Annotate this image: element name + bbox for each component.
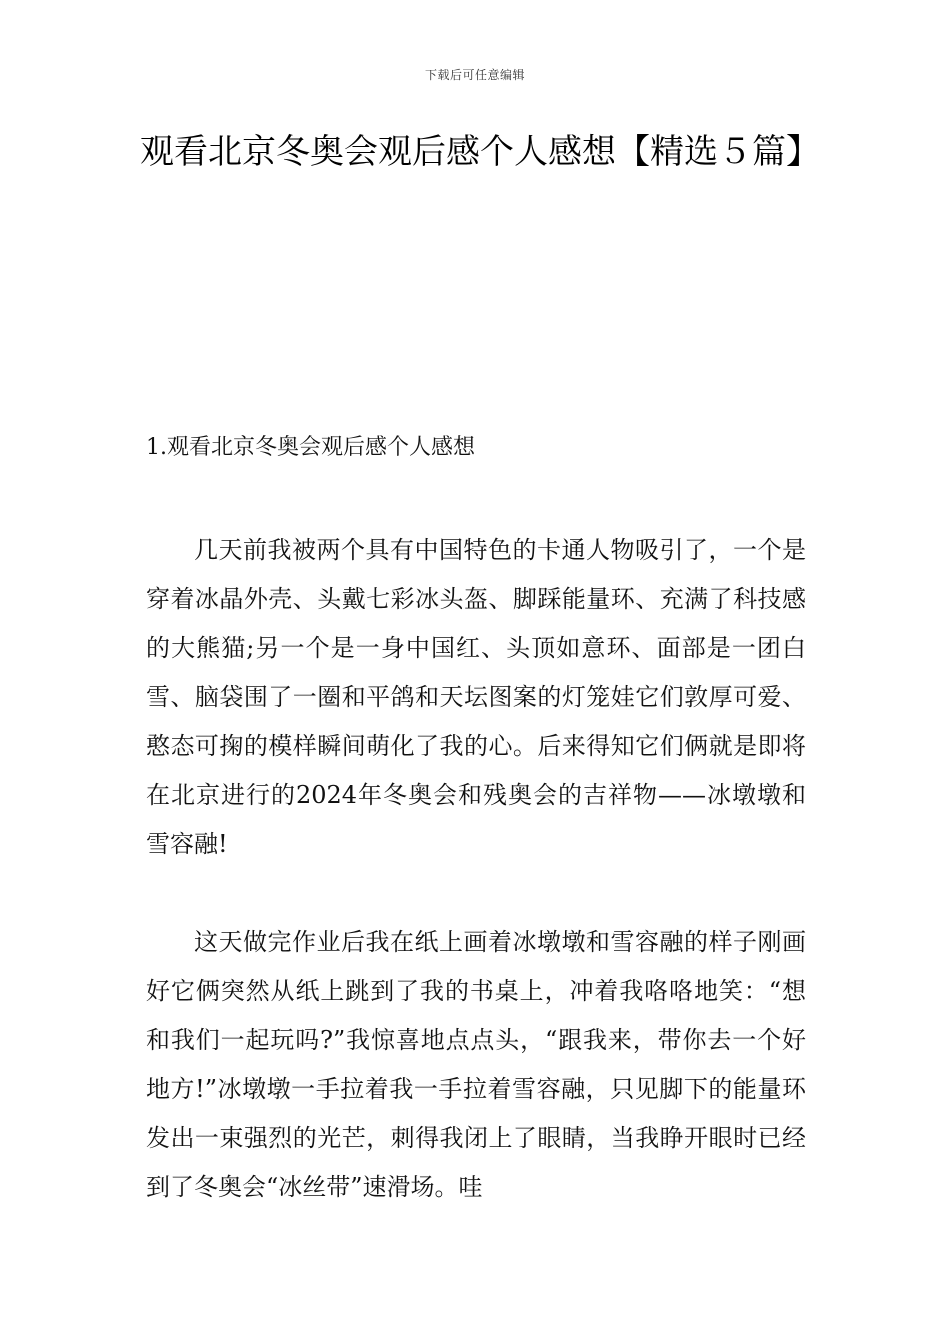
paragraph-1: 几天前我被两个具有中国特色的卡通人物吸引了，一个是穿着冰晶外壳、头戴七彩冰头盔、脚踩能量环、充满了科技感的大熊猫;另一个是一身中国红、头顶如意环、面部是一团白雪、脑袋围了一圈和平鸽和天坛图案的灯笼娃它们敦厚可爱、憨态可掬的模样瞬间萌化了我的心。后来得知它们俩就是即将在北京进行的2024年冬奥会和残奥会的吉祥物——冰墩墩和雪容融! [146, 536, 806, 858]
paragraph-2: 这天做完作业后我在纸上画着冰墩墩和雪容融的样子刚画好它俩突然从纸上跳到了我的书桌上，冲着我咯咯地笑：“想和我们一起玩吗?”我惊喜地点点头，“跟我来，带你去一个好地方!”冰墩墩一手拉着我一手拉着雪容融，只见脚下的能量环发出一束强烈的光芒，刺得我闭上了眼睛，当我睁开眼时已经到了冬奥会“冰丝带”速滑场。哇 [146, 928, 806, 1201]
header-note: 下载后可任意编辑 [424, 68, 525, 82]
document-title: 观看北京冬奥会观后感个人感想【精选５篇】 [140, 132, 820, 172]
section-heading: 1.观看北京冬奥会观后感个人感想 [146, 435, 475, 460]
